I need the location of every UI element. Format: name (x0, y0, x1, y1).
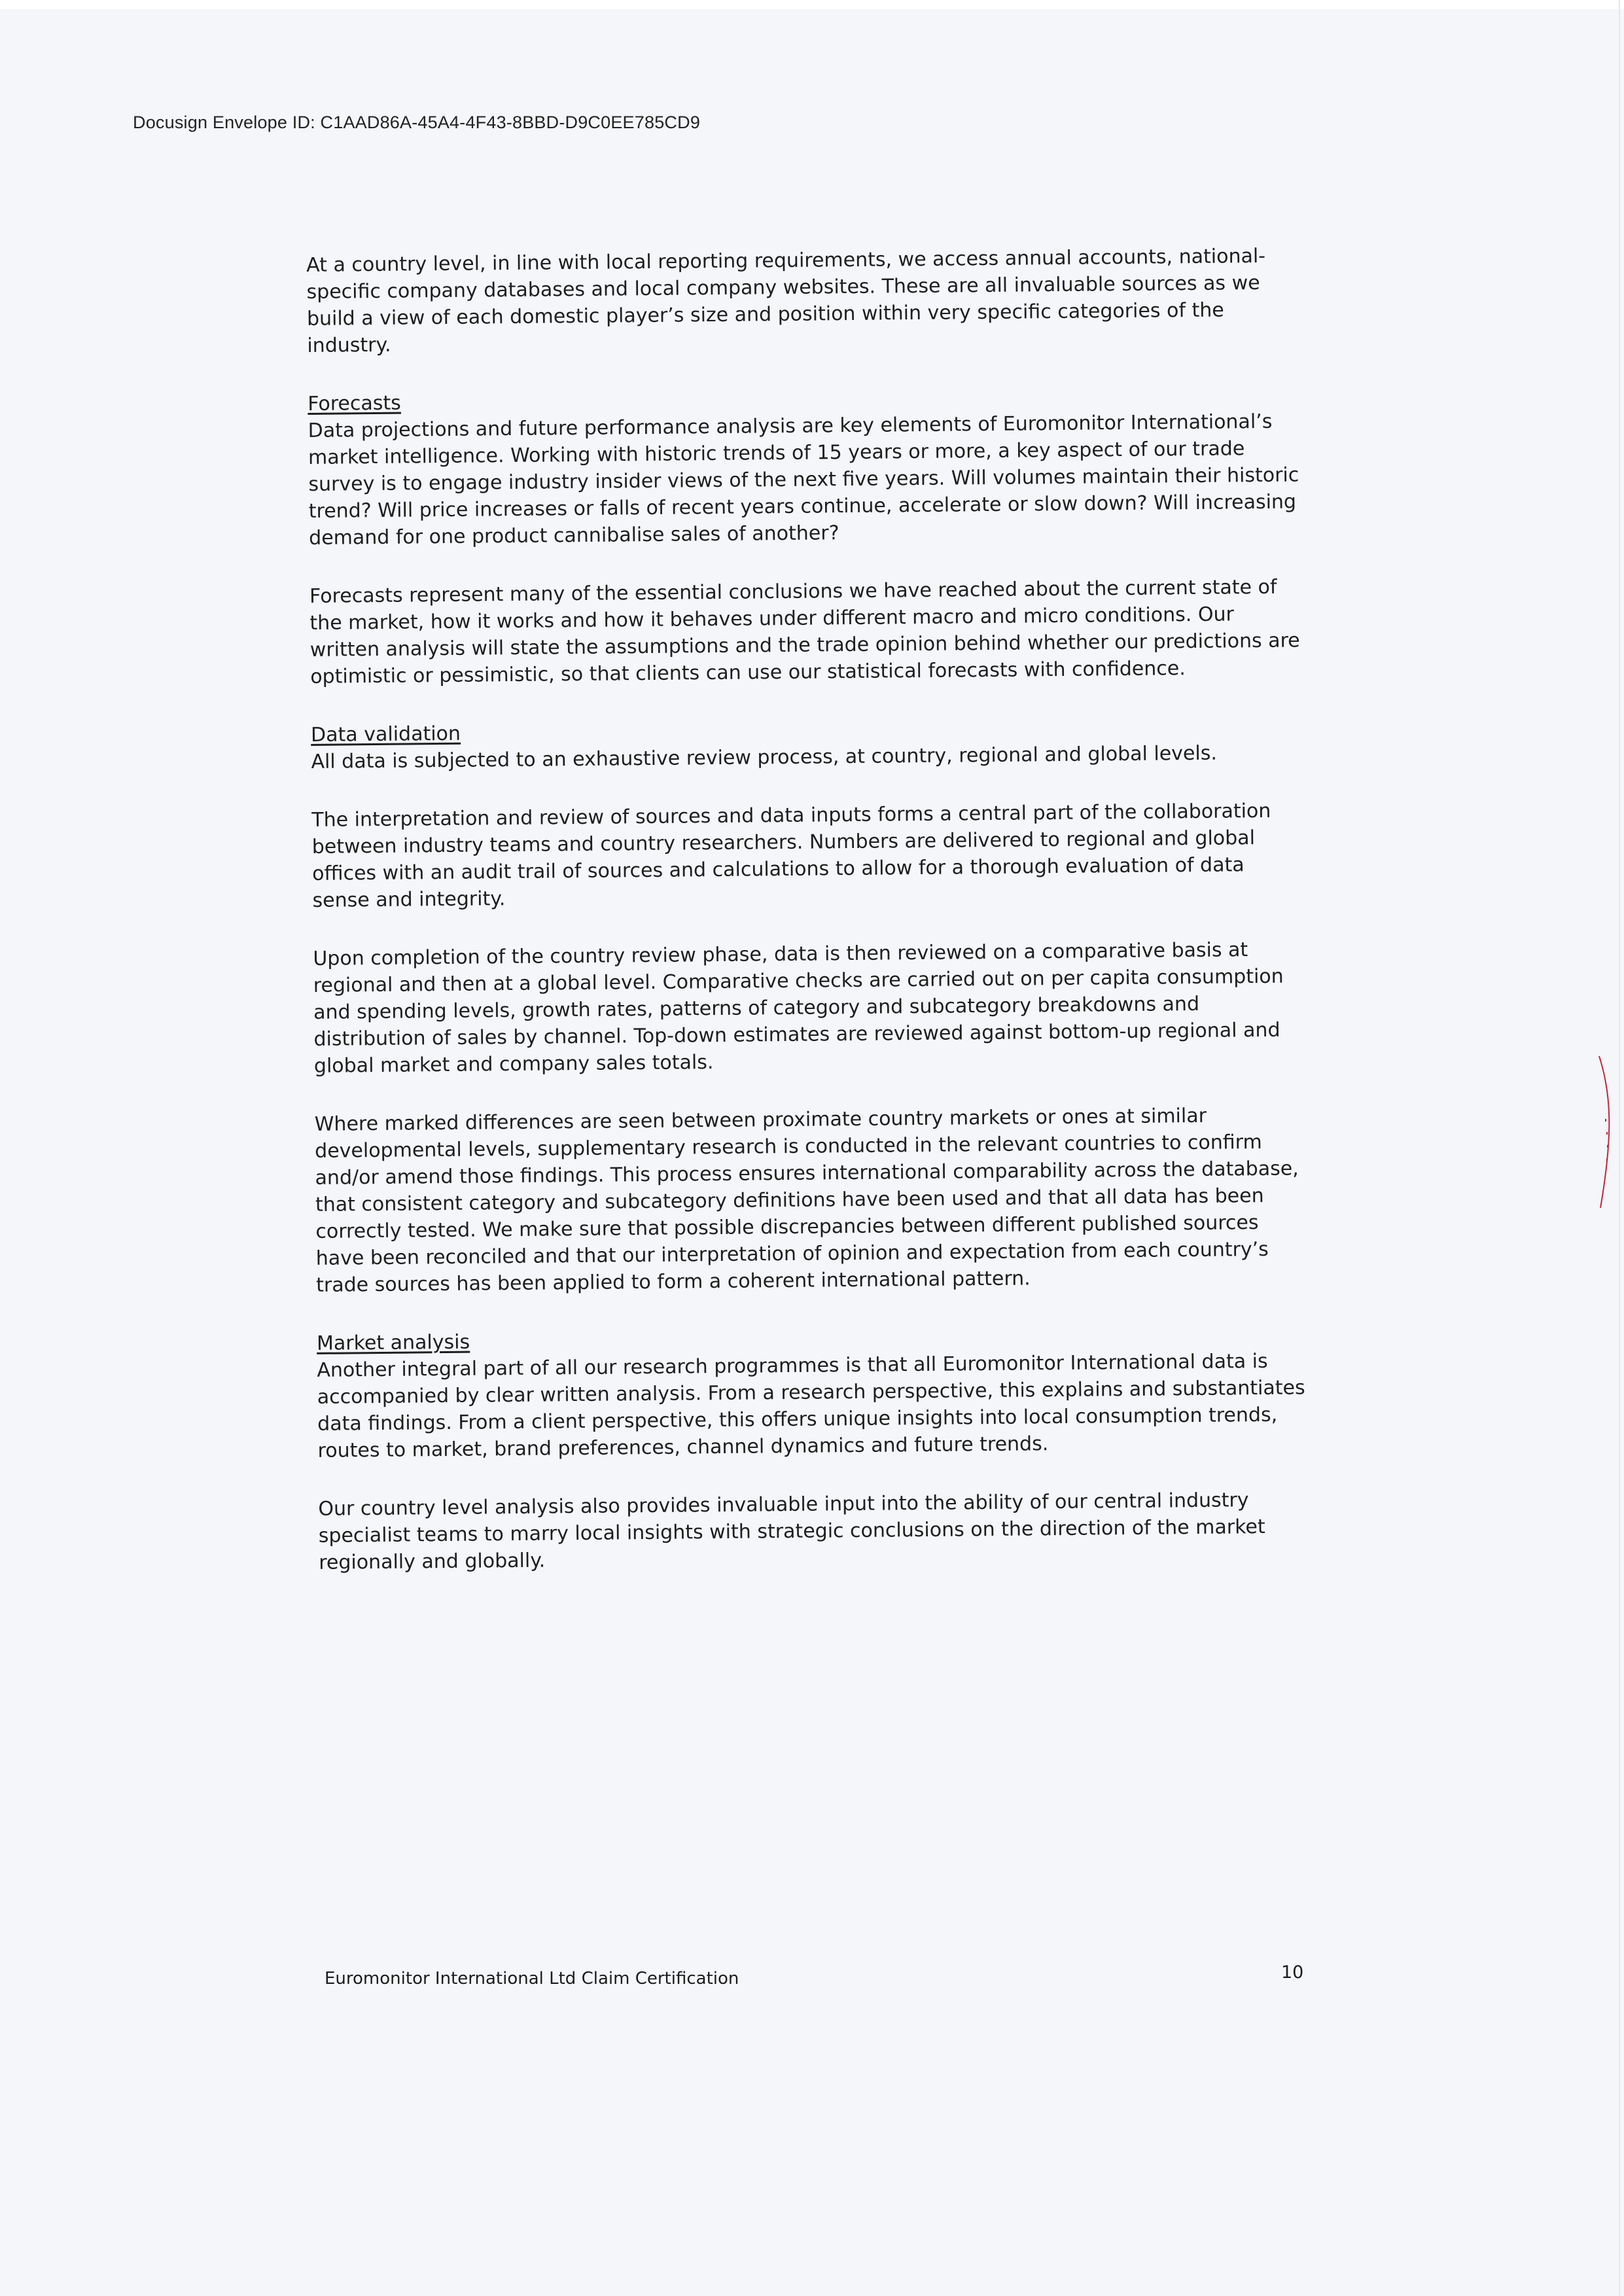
margin-bracket-mark (1597, 1053, 1616, 1210)
page-top-edge (0, 0, 1624, 9)
validation-heading: Data validation (310, 722, 461, 747)
validation-section (311, 712, 1306, 775)
validation-paragraph-1: All data is subjected to an exhaustive review process, at country, regional and global levels. (311, 741, 1218, 773)
analysis-paragraph-2: Our country level analysis also provides invaluable input into the ability of our central industry specialist teams to marry local insights with strategic conclusions on the direction of the market regionally and globally. (318, 1489, 1265, 1574)
validation-paragraph-4: Where marked differences are seen between proximate country markets or ones at similar developmental levels, supplementary research is conducted in the relevant countries to confirm and/or amend those findings. This process ensures international comparability across the database, that consistent category and subcategory definitions have been used and that all data has been correctly tested. We make sure that possible discrepancies between different published sources have been reconciled and that our interpretation of opinion and expectation from each country’s trade sources has been applied to form a coherent international pattern. (314, 1104, 1299, 1297)
page-number: 10 (1281, 1962, 1304, 1983)
forecasts-heading: Forecasts (308, 391, 401, 415)
analysis-paragraph-1: Another integral part of all our research programmes is that all Euromonitor International data is accompanied by clear written analysis. From a research perspective, this explains and substantiates data findings. From a client perspective, this offers unique insights into local consumption trends, routes to market, brand preferences, channel dynamics and future trends. (317, 1349, 1305, 1462)
validation-paragraph-3: Upon completion of the country review phase, data is then reviewed on a comparative basis at regional and then at a global level. Comparative checks are carried out on per capita consumption and spending levels, growth rates, patterns of category and subcategory breakdowns and distribution of sales by channel. Top-down estimates are reviewed against bottom-up regional and global market and company sales totals. (313, 938, 1284, 1078)
footer-title: Euromonitor International Ltd Claim Certification (325, 1969, 739, 1988)
analysis-heading: Market analysis (316, 1330, 470, 1355)
forecasts-paragraph-2: Forecasts represent many of the essential conclusions we have reached about the current state of the market, how it works and how it behaves under different macro and micro conditions. Our written analysis will state the assumptions and the trade opinion behind whether our predictions are optimistic or pessimistic, so that clients can use our statistical forecasts with confidence. (309, 575, 1300, 688)
validation-paragraph-2: The interpretation and review of sources and data inputs forms a central part of the collaboration between industry teams and country researchers. Numbers are delivered to regional and global offices with an audit trail of sources and calculations to allow for a thorough evaluation of data sense and integrity. (311, 799, 1271, 912)
intro-paragraph: At a country level, in line with local reporting requirements, we access annual accounts, national-specific company databases and local company websites. These are all invaluable sources as we build a view of each domestic player’s size and position within very specific categories of the industry. (306, 244, 1266, 357)
analysis-section (317, 1320, 1313, 1464)
page-right-edge (1619, 0, 1620, 2296)
forecasts-section (308, 381, 1303, 552)
body-content (306, 242, 1314, 1607)
forecasts-paragraph-1: Data projections and future performance analysis are key elements of Euromonitor International’s market intelligence. Working with historic trends of 15 years or more, a key aspect of our trade survey is to engage industry insider views of the next five years. Will volumes maintain their historic trend? Will price increases or falls of recent years continue, accelerate or slow down? Will increasing demand for one product cannibalise sales of another? (308, 410, 1299, 550)
envelope-id: Docusign Envelope ID: C1AAD86A-45A4-4F43-8BBD-D9C0EE785CD9 (133, 113, 701, 132)
